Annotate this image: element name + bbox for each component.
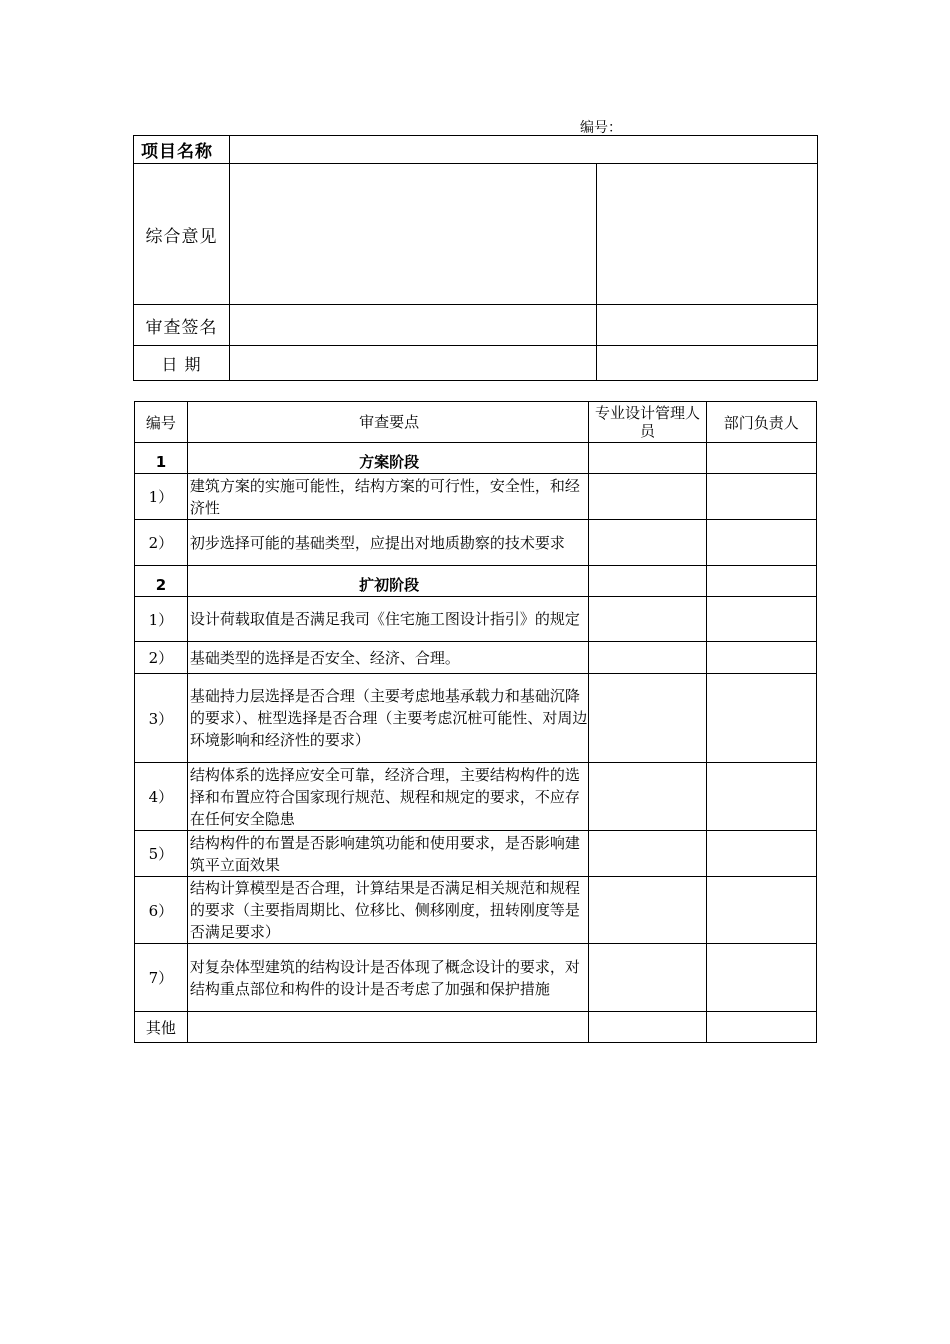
designer-cell[interactable] bbox=[589, 566, 706, 597]
dept-head-cell[interactable] bbox=[706, 443, 816, 474]
project-name-label: 项目名称 bbox=[134, 136, 230, 164]
designer-cell[interactable] bbox=[589, 642, 706, 674]
item-number: 6） bbox=[135, 877, 188, 944]
dept-head-cell[interactable] bbox=[706, 474, 816, 520]
item-number: 3） bbox=[135, 674, 188, 763]
section-title: 方案阶段 bbox=[187, 443, 589, 474]
signature-field-right[interactable] bbox=[597, 305, 818, 346]
item-number: 1） bbox=[135, 597, 188, 642]
item-number: 5） bbox=[135, 831, 188, 877]
designer-cell[interactable] bbox=[589, 944, 706, 1012]
date-field-right[interactable] bbox=[597, 346, 818, 381]
date-label: 日 期 bbox=[134, 346, 230, 381]
item-text: 基础持力层选择是否合理（主要考虑地基承载力和基础沉降的要求）、桩型选择是否合理（主要考虑沉桩可能性、对周边环境影响和经济性的要求） bbox=[187, 674, 589, 763]
header-dept-head: 部门负责人 bbox=[706, 402, 816, 443]
designer-cell[interactable] bbox=[589, 674, 706, 763]
item-number: 2） bbox=[135, 520, 188, 566]
other-label: 其他 bbox=[135, 1012, 188, 1043]
review-summary-table bbox=[133, 135, 818, 381]
section-number: 2 bbox=[135, 566, 188, 597]
section-number: 1 bbox=[135, 443, 188, 474]
designer-cell[interactable] bbox=[589, 763, 706, 831]
dept-head-cell[interactable] bbox=[706, 944, 816, 1012]
item-text: 初步选择可能的基础类型，应提出对地质勘察的技术要求 bbox=[187, 520, 589, 566]
dept-head-cell[interactable] bbox=[706, 642, 816, 674]
dept-head-cell[interactable] bbox=[706, 877, 816, 944]
item-text: 建筑方案的实施可能性，结构方案的可行性，安全性，和经济性 bbox=[187, 474, 589, 520]
item-text: 结构构件的布置是否影响建筑功能和使用要求，是否影响建筑平立面效果 bbox=[187, 831, 589, 877]
item-number: 4） bbox=[135, 763, 188, 831]
item-text: 设计荷载取值是否满足我司《住宅施工图设计指引》的规定 bbox=[187, 597, 589, 642]
item-text: 结构体系的选择应安全可靠，经济合理，主要结构构件的选择和布置应符合国家现行规范、规程和规定的要求，不应存在任何安全隐患 bbox=[187, 763, 589, 831]
opinion-field-right[interactable] bbox=[597, 164, 818, 305]
item-text: 结构计算模型是否合理，计算结果是否满足相关规范和规程的要求（主要指周期比、位移比、侧移刚度，扭转刚度等是否满足要求） bbox=[187, 877, 589, 944]
signature-label: 审查签名 bbox=[134, 305, 230, 346]
opinion-field[interactable] bbox=[230, 164, 597, 305]
item-number: 7） bbox=[135, 944, 188, 1012]
date-field[interactable] bbox=[230, 346, 597, 381]
designer-cell[interactable] bbox=[589, 443, 706, 474]
dept-head-cell[interactable] bbox=[706, 674, 816, 763]
item-number: 2） bbox=[135, 642, 188, 674]
item-number: 1） bbox=[135, 474, 188, 520]
header-designer: 专业设计管理人员 bbox=[589, 402, 706, 443]
checklist-table bbox=[134, 401, 817, 1043]
header-points: 审查要点 bbox=[187, 402, 589, 443]
designer-cell[interactable] bbox=[589, 474, 706, 520]
serial-number-label: 编号： bbox=[580, 120, 622, 136]
signature-field[interactable] bbox=[230, 305, 597, 346]
item-text: 对复杂体型建筑的结构设计是否体现了概念设计的要求，对结构重点部位和构件的设计是否考虑了加强和保护措施 bbox=[187, 944, 589, 1012]
header-no: 编号 bbox=[135, 402, 188, 443]
dept-head-cell[interactable] bbox=[706, 763, 816, 831]
dept-head-cell[interactable] bbox=[706, 831, 816, 877]
dept-head-cell[interactable] bbox=[706, 520, 816, 566]
other-field[interactable] bbox=[187, 1012, 589, 1043]
dept-head-cell[interactable] bbox=[706, 566, 816, 597]
dept-head-cell[interactable] bbox=[706, 597, 816, 642]
designer-cell[interactable] bbox=[589, 520, 706, 566]
designer-cell[interactable] bbox=[589, 597, 706, 642]
project-name-field[interactable] bbox=[230, 136, 818, 164]
designer-cell[interactable] bbox=[589, 877, 706, 944]
item-text: 基础类型的选择是否安全、经济、合理。 bbox=[187, 642, 589, 674]
designer-cell[interactable] bbox=[589, 1012, 706, 1043]
section-title: 扩初阶段 bbox=[187, 566, 589, 597]
designer-cell[interactable] bbox=[589, 831, 706, 877]
dept-head-cell[interactable] bbox=[706, 1012, 816, 1043]
opinion-label: 综合意见 bbox=[134, 164, 230, 305]
